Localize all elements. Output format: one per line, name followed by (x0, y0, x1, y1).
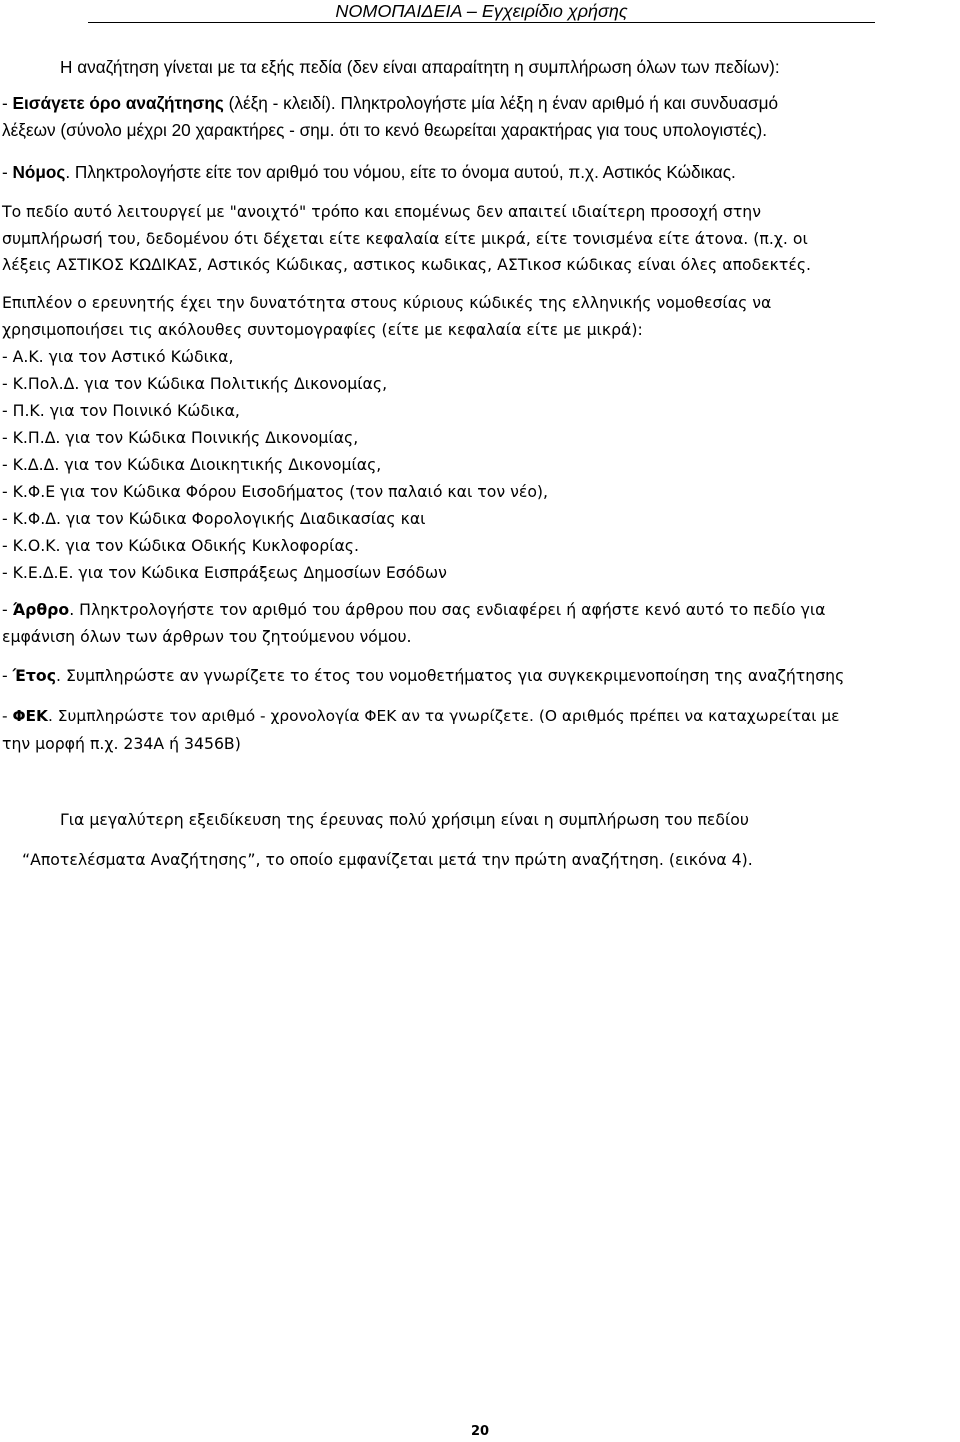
abbrev-para-line-1: Επιπλέον ο ερευνητής έχει την δυνατότητα στους κύριους κώδικές της ελληνικής νομοθεσίας να (2, 293, 772, 312)
search-term-label: Εισάγετε όρο αναζήτησης (12, 93, 224, 113)
law-line (2, 159, 736, 186)
article-line-2: εμφάνιση όλων των άρθρων του ζητούμενου νόμου. (2, 627, 412, 646)
abbrev-item: - Κ.Ο.Κ. για τον Κώδικα Οδικής Κυκλοφορίας. (2, 536, 360, 555)
year-line (2, 662, 844, 689)
article-text: . Πληκτρολογήστε τον αριθμό του άρθρου που σας ενδιαφέρει ή αφήστε κενό αυτό το πεδίο για (69, 600, 826, 619)
article-label: Άρθρο (12, 600, 70, 619)
fek-text: . Συμπληρώστε τον αριθμό - χρονολογία ΦΕΚ αν τα γνωρίζετε. (Ο αριθμός πρέπει να καταχωρείται με (47, 707, 840, 725)
fek-label: ΦΕΚ (12, 707, 48, 725)
year-label: Έτος (12, 666, 57, 685)
abbrev-item: - Κ.Φ.Δ. για τον Κώδικα Φορολογικής Διαδικασίας και (2, 509, 426, 528)
abbrev-item: - Κ.Δ.Δ. για τον Κώδικα Διοικητικής Δικονομίας, (2, 455, 382, 474)
fek-prefix: - (2, 707, 13, 725)
law-prefix: - (2, 162, 13, 182)
search-term-prefix: - (2, 93, 13, 113)
abbrev-item: - Κ.Πολ.Δ. για τον Κώδικα Πολιτικής Δικονομίας, (2, 374, 388, 393)
fek-line-2: την μορφή π.χ. 234Α ή 3456Β) (2, 734, 241, 753)
article-line-1 (2, 596, 826, 623)
fek-line-1 (2, 703, 840, 730)
law-para-line-1: Το πεδίο αυτό λειτουργεί με "ανοιχτό" τρόπο και επομένως δεν απαιτεί ιδιαίτερη προσοχή στην (2, 202, 761, 221)
abbrev-item: - Π.Κ. για τον Ποινικό Κώδικα, (2, 401, 240, 420)
year-prefix: - (2, 666, 13, 685)
law-label: Νόμος (12, 162, 66, 182)
page-number: 20 (470, 1424, 490, 1439)
abbrev-item: - Α.Κ. για τον Αστικό Κώδικα, (2, 347, 234, 366)
search-term-line-1 (2, 90, 778, 117)
law-text: . Πληκτρολογήστε είτε τον αριθμό του νόμου, είτε το όνομα αυτού, π.χ. Αστικός Κώδικας. (65, 162, 736, 182)
search-term-text: (λέξη - κλειδί). Πληκτρολογήστε μία λέξη η έναν αριθμό ή και συνδυασμό (223, 93, 779, 113)
closing-line-2: “Αποτελέσματα Αναζήτησης”, το οποίο εμφανίζεται μετά την πρώτη αναζήτηση. (εικόνα 4). (22, 850, 753, 869)
year-text: . Συμπληρώστε αν γνωρίζετε το έτος του νομοθετήματος για συγκεκριμενοποίηση της αναζήτησης (56, 666, 845, 685)
abbrev-para-line-2: χρησιμοποιήσει τις ακόλουθες συντομογραφίες (είτε με κεφαλαία είτε με μικρά): (2, 320, 643, 339)
search-term-line-2: λέξεων (σύνολο μέχρι 20 χαρακτήρες - σημ. ότι το κενό θεωρείται χαρακτήρας για τους υπολογιστές). (2, 120, 767, 140)
closing-line-1: Για μεγαλύτερη εξειδίκευση της έρευνας πολύ χρήσιμη είναι η συμπλήρωση του πεδίου (60, 810, 749, 829)
page-header-title: ΝΟΜΟΠΑΙΔΕΙΑ – Εγχειρίδιο χρήσης (88, 0, 875, 23)
law-para-line-3: λέξεις ΑΣΤΙΚΟΣ ΚΩΔΙΚΑΣ, Αστικός Κώδικας, αστικος κωδικας, ΑΣΤικοσ κώδικας είναι όλες αποδεκτές. (2, 255, 812, 274)
law-para-line-2: συμπλήρωσή του, δεδομένου ότι δέχεται είτε κεφαλαία είτε μικρά, είτε τονισμένα είτε άτονα. (π.χ. οι (2, 229, 808, 248)
abbrev-item: - Κ.Ε.Δ.Ε. για τον Κώδικα Εισπράξεως Δημοσίων Εσόδων (2, 563, 447, 582)
intro-text: Η αναζήτηση γίνεται με τα εξής πεδία (δεν είναι απαραίτητη η συμπλήρωση όλων των πεδίων): (60, 57, 780, 77)
abbrev-item: - Κ.Φ.Ε για τον Κώδικα Φόρου Εισοδήματος (τον παλαιό και τον νέο), (2, 482, 549, 501)
abbrev-item: - Κ.Π.Δ. για τον Κώδικα Ποινικής Δικονομίας, (2, 428, 359, 447)
article-prefix: - (2, 600, 13, 619)
